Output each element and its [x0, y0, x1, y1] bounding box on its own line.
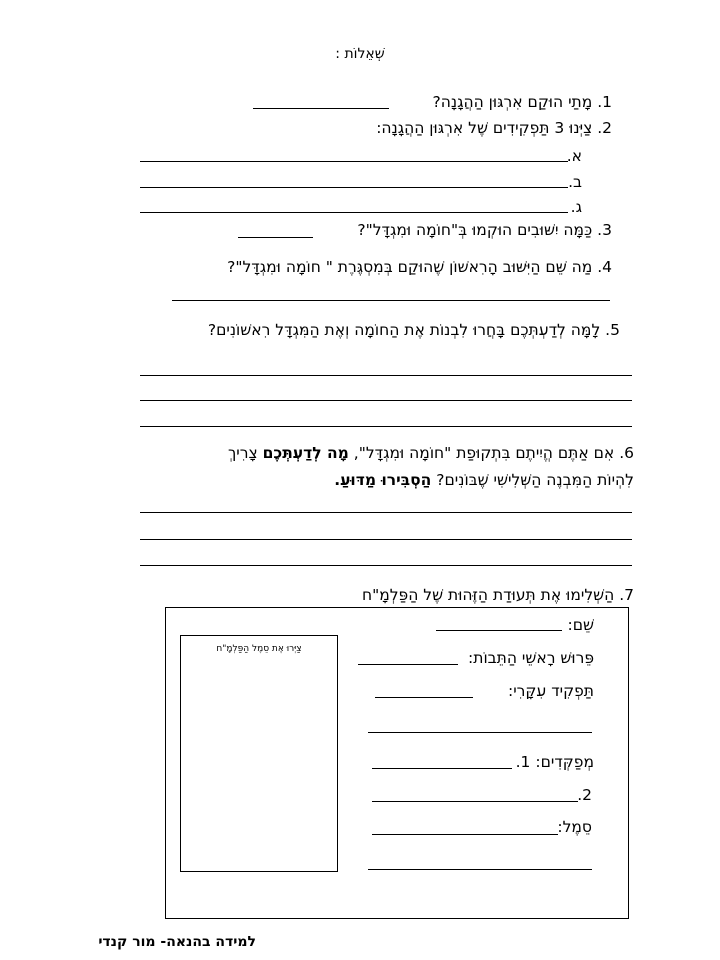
id-symbol-label: סֵמֶל:: [557, 818, 592, 836]
question-2-a-label: א.: [566, 147, 582, 165]
id-commanders-1-label: מְפַקְּדִים: 1.: [515, 753, 594, 771]
answer-line-2c[interactable]: [140, 212, 568, 213]
answer-line-2a[interactable]: [140, 161, 568, 162]
answer-line-6c[interactable]: [140, 565, 632, 566]
question-6-part-2: צָרִיךְ: [227, 444, 258, 462]
question-6-line-2: [334, 470, 634, 490]
question-5: 5. לָמָּה לְדַעְתְּכֶם בָּחֲרוּ לִבְנוֹת אֶת הַחוֹמָה וְאֶת הַמִּגְדָּל רִאשׁוֹנִים?: [207, 321, 620, 339]
footer-credit: למידה בהנאה- מור קנדי: [98, 934, 256, 950]
answer-line-4[interactable]: [172, 300, 610, 301]
id-commanders-2-label: 2.: [577, 786, 592, 804]
question-4: 4. מַה שֵּׁם הַיִּשּׁוּב הָרִאשׁוֹן שֶׁהוּקַם בְּמִסְגֶּרֶת " חוֹמָה וּמִגְדָּל"?: [227, 258, 612, 276]
symbol-drawing-caption: צַיְּרוּ אֶת סֵמֶל הַפַּלְמָ"ח: [216, 644, 302, 654]
question-2-c-label: ג.: [570, 198, 582, 216]
id-role-line-2[interactable]: [368, 732, 592, 733]
answer-line-6b[interactable]: [140, 539, 632, 540]
answer-line-5c[interactable]: [140, 426, 632, 427]
question-6-part-3: לִהְיוֹת הַמִּבְנֶה הַשְּׁלִישִׁי שֶׁבּוֹנִים?: [436, 471, 634, 489]
answer-line-6a[interactable]: [140, 512, 632, 513]
answer-line-2b[interactable]: [140, 187, 568, 188]
question-6-explain: הַסְבִּירוּ מַדּוּעַ.: [334, 471, 432, 489]
id-role-label: תַּפְקִיד עִקָּרִי:: [507, 682, 594, 700]
answer-line-5a[interactable]: [140, 375, 632, 376]
id-extra-line[interactable]: [368, 869, 592, 870]
question-7: 7. הַשְׁלִימוּ אֶת תְּעוּדַת הַזֶּהוּת שֶׁל הַפַּלְמָ"ח: [361, 586, 634, 604]
question-6-line-1: [228, 443, 634, 463]
id-symbol-line[interactable]: [372, 834, 558, 835]
question-6-emphasis: מָה לְדַעְתְּכֶם: [262, 444, 349, 462]
question-1: 1. מָתַי הוּקַם אִרְגּוּן הַהֲגָנָה?: [432, 93, 612, 111]
id-role-line[interactable]: [375, 697, 473, 698]
id-name-line[interactable]: [436, 630, 562, 631]
id-acronym-label: פֵּרוּשׁ רָאשֵׁי הַתֵּבוֹת:: [468, 649, 594, 667]
answer-line-1[interactable]: [253, 108, 389, 109]
id-name-label: שֵׁם:: [567, 616, 594, 634]
id-commander-1-line[interactable]: [372, 768, 512, 769]
id-commander-2-line[interactable]: [372, 801, 578, 802]
page-title: שְׁאֵלוֹת :: [335, 46, 385, 62]
answer-line-3[interactable]: [238, 237, 313, 238]
question-6-part-1: 6. אִם אַתֶּם הֱיִיתֶם בִּתְקוּפַת "חוֹמָה וּמִגְדָּל",: [353, 444, 634, 462]
answer-line-5b[interactable]: [140, 400, 632, 401]
question-2: 2. צַיְּנוּ 3 תַּפְקִידִים שֶׁל אִרְגּוּן הַהֲגָנָה:: [376, 119, 612, 137]
question-3: 3. כַּמָּה יִשּׁוּבִים הוּקְמוּ בְּ"חוֹמָה וּמִגְדָּל"?: [357, 221, 612, 239]
symbol-drawing-box[interactable]: [180, 635, 338, 872]
id-acronym-line[interactable]: [358, 664, 458, 665]
question-2-b-label: ב.: [568, 173, 582, 191]
